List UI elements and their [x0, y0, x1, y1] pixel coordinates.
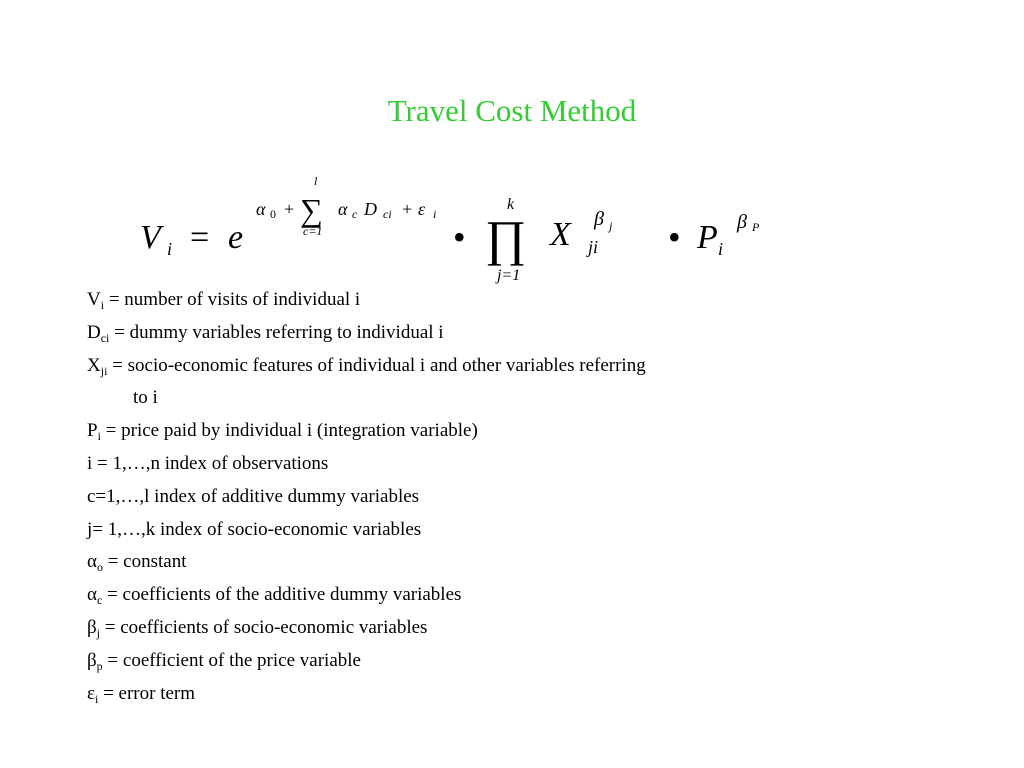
- definition-line: [87, 448, 887, 481]
- def-subscript: i: [94, 691, 99, 706]
- formula-x: X: [550, 216, 571, 253]
- formula-x-beta: β: [594, 208, 604, 230]
- def-subscript: c: [96, 593, 103, 608]
- def-text: = coefficient of the price variable: [102, 649, 361, 671]
- exp-plus-1: +: [284, 199, 295, 219]
- exp-epsilon-sub: i: [433, 207, 437, 221]
- definition-line: [87, 415, 887, 448]
- definition-line: [87, 546, 887, 579]
- formula-dot-2: •: [668, 217, 681, 257]
- def-text: = error term: [98, 682, 196, 704]
- formula-p-beta-sub: P: [752, 220, 760, 234]
- def-text: = coefficients of the additive dummy variables: [102, 584, 462, 606]
- prod-lower: j=1: [497, 267, 521, 284]
- def-subscript: ji: [100, 363, 108, 378]
- def-subscript: p: [96, 658, 103, 673]
- formula-x-sub: ji: [588, 237, 599, 257]
- definition-line: [87, 579, 887, 612]
- def-subscript: o: [96, 560, 103, 575]
- travel-cost-formula: [0, 165, 1024, 285]
- exp-sum-lower: c=1: [303, 224, 323, 238]
- exp-d-sub: ci: [383, 207, 392, 221]
- def-text: = number of visits of individual i: [104, 289, 361, 310]
- def-text: to i: [133, 387, 158, 409]
- def-symbol: α: [87, 584, 97, 606]
- def-symbol: V: [87, 289, 101, 310]
- def-text: = constant: [102, 551, 187, 573]
- exp-sum-symbol: ∑: [300, 192, 323, 228]
- definition-line-continuation: [87, 382, 887, 415]
- definition-line: [87, 612, 887, 645]
- slide-title: Travel Cost Method: [387, 93, 637, 128]
- def-text: = coefficients of socio-economic variables: [100, 616, 428, 638]
- def-subscript: i: [97, 429, 101, 444]
- formula-lhs-sub: i: [167, 239, 173, 259]
- definition-line: [87, 678, 887, 711]
- exp-alpha: α: [256, 199, 266, 219]
- formula-dot-1: •: [453, 217, 466, 257]
- def-text: = price paid by individual i (integration variable): [100, 420, 478, 442]
- definition-list: [87, 284, 887, 710]
- formula-p-beta: β: [737, 211, 747, 233]
- exp-sum-upper: l: [314, 174, 318, 188]
- formula-base-e: e: [228, 219, 244, 256]
- definition-line: [87, 317, 887, 350]
- def-subscript: j: [96, 625, 101, 640]
- definition-line: [87, 350, 887, 383]
- def-symbol: D: [87, 321, 101, 343]
- exp-plus-2: +: [402, 199, 413, 219]
- def-symbol: ε: [87, 682, 95, 704]
- def-text: c=1,…,l index of additive dummy variables: [87, 485, 420, 507]
- def-symbol: X: [87, 354, 101, 376]
- def-text: j= 1,…,k index of socio-economic variables: [87, 518, 422, 540]
- def-subscript: ci: [100, 330, 110, 345]
- exp-d: D: [364, 199, 377, 219]
- formula-p: P: [697, 219, 718, 256]
- formula-equals: =: [190, 219, 210, 256]
- exp-alpha-c: α: [338, 199, 348, 219]
- exp-epsilon: ε: [418, 199, 426, 219]
- formula-lhs-v: V: [140, 219, 161, 256]
- definition-line: [87, 645, 887, 678]
- def-text: i = 1,…,n index of observations: [87, 452, 329, 474]
- definition-line: [87, 481, 887, 514]
- formula-svg: [0, 165, 1024, 285]
- formula-x-beta-sub: j: [609, 219, 613, 233]
- def-subscript: i: [100, 298, 105, 312]
- def-symbol: α: [87, 551, 97, 573]
- def-symbol: β: [87, 649, 97, 671]
- def-symbol: β: [87, 616, 97, 638]
- prod-symbol: ∏: [485, 210, 527, 266]
- def-symbol: P: [87, 420, 98, 442]
- def-text: = dummy variables referring to individual i: [109, 321, 444, 343]
- exp-alpha-sub: 0: [270, 207, 276, 221]
- def-text: = socio-economic features of individual i and other variables referring: [107, 354, 646, 376]
- formula-p-sub: i: [718, 239, 724, 259]
- definition-line: [87, 284, 887, 317]
- exp-alpha-c-sub: c: [352, 207, 358, 221]
- prod-upper: k: [507, 196, 515, 213]
- definition-line: [87, 514, 887, 547]
